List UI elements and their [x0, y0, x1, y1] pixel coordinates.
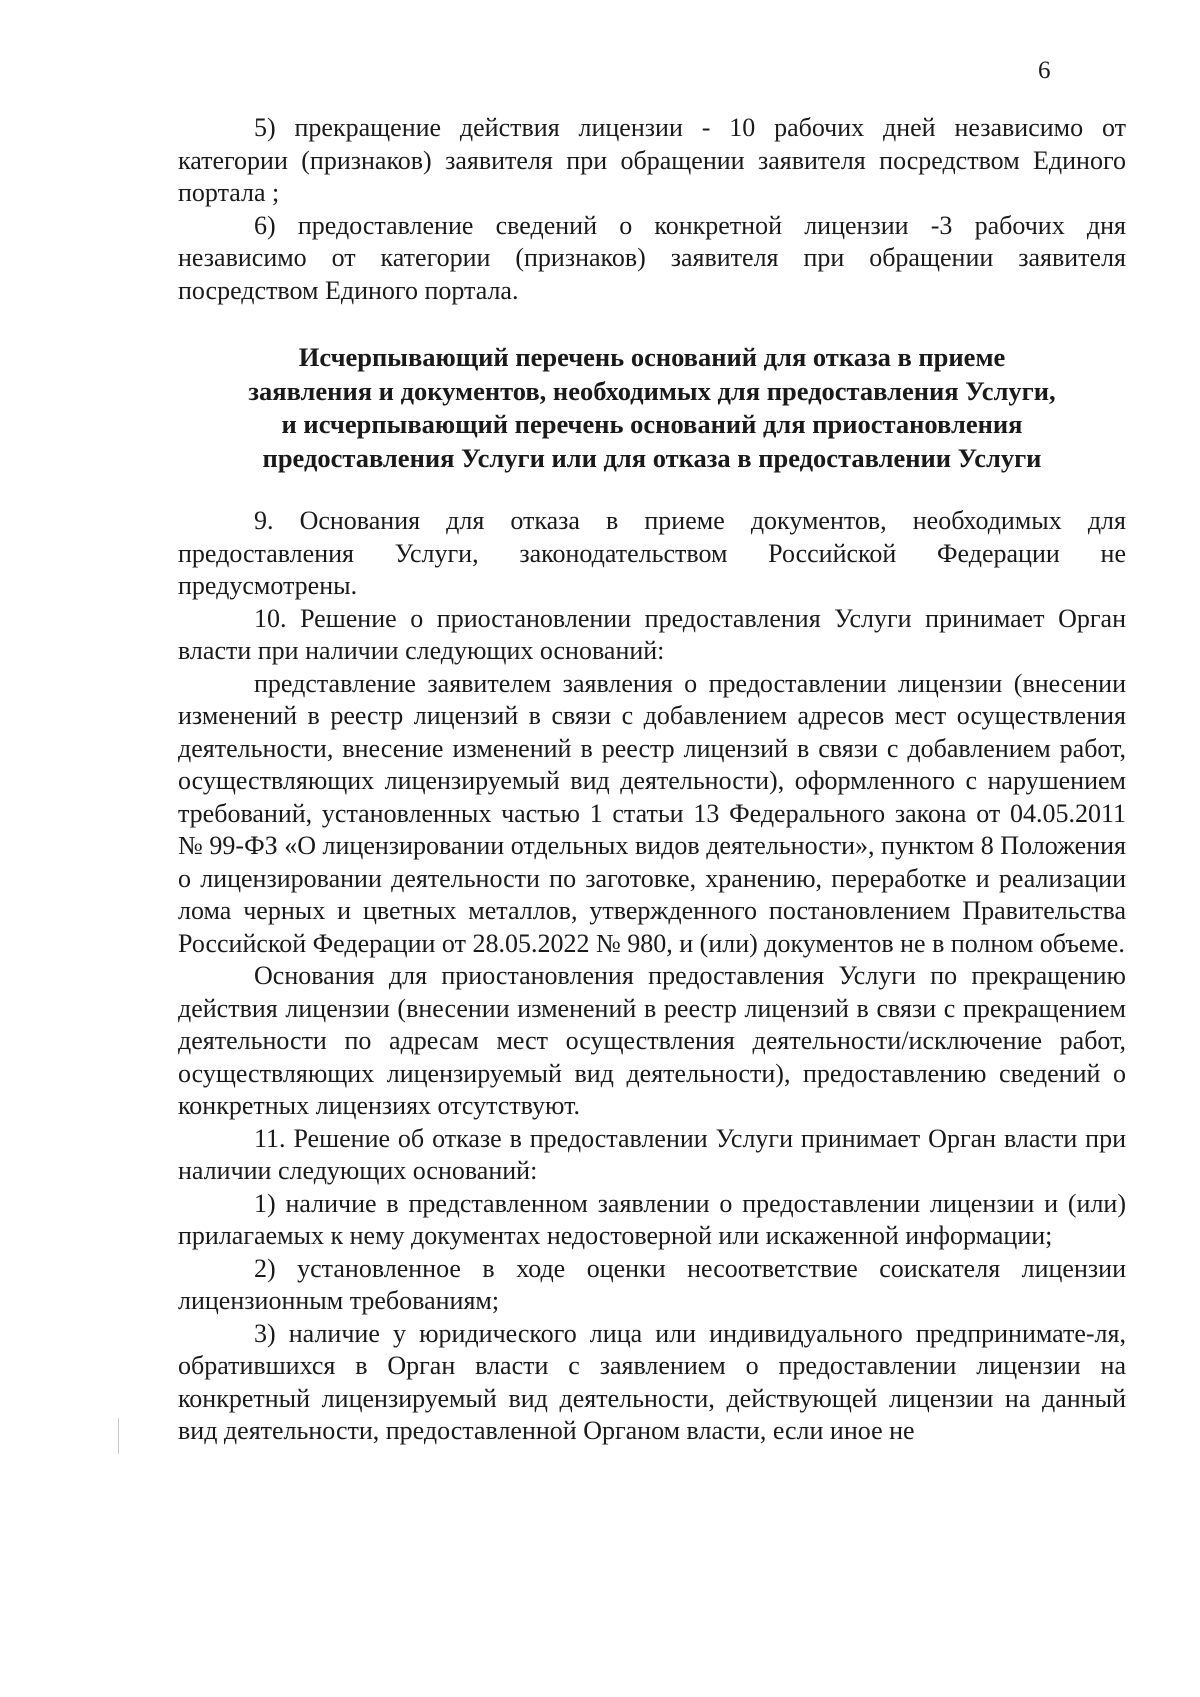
paragraph-10-grounds: представление заявителем заявления о предоставлении лицензии (внесении изменений в реестр лицензий в связи с добавлением адресов мест осуществления деятельности, внесение изменений в реестр лицензий в связи с добавлением работ, осуществляющих лицензируемый вид деятельности), оформленного с нарушением требований, установленных частью 1 статьи 13 Федерального закона от 04.05.2011 № 99-ФЗ «О лицензировании отдельных видов деятельности», пунктом 8 Положения о лицензировании деятельности по заготовке, хранению, переработке и реализации лома черных и цветных металлов, утвержденного постановлением Правительства Российской Федерации от 28.05.2022 № 980, и (или) документов не в полном объеме.	[178, 668, 1126, 958]
paragraph-11-item-2: 2) установленное в ходе оценки несоответствие соискателя лицензии лицензионным требованиям;	[178, 1253, 1126, 1315]
page-number: 6	[1038, 57, 1051, 84]
list-item-5: 5) прекращение действия лицензии - 10 рабочих дней независимо от категории (признаков) заявителя при обращении заявителя посредством Единого портала ;	[178, 113, 1126, 207]
section-heading: Исчерпывающий перечень оснований для отказа в приеме заявления и документов, необходимых для предоставления Услуги, и исчерпывающий перечень оснований для приостановления предоставления Услуги или для отказа в предоставлении Услуги	[248, 342, 1056, 473]
paragraph-9: 9. Основания для отказа в приеме документов, необходимых для предоставления Услуги, законодательством Российской Федерации не предусмотрены.	[178, 506, 1126, 600]
paragraph-11-item-1: 1) наличие в представленном заявлении о предоставлении лицензии и (или) прилагаемых к нему документах недостоверной или искаженной информации;	[178, 1188, 1126, 1250]
page-content	[178, 112, 1126, 1448]
paragraph-11: 11. Решение об отказе в предоставлении Услуги принимает Орган власти при наличии следующих оснований:	[178, 1123, 1126, 1185]
paragraph-10: 10. Решение о приостановлении предоставления Услуги принимает Орган власти при наличии следующих оснований:	[178, 603, 1126, 665]
margin-mark	[118, 1418, 119, 1454]
paragraph-11-item-3: 3) наличие у юридического лица или индивидуального предпринимате-ля, обратившихся в Орган власти с заявлением о предоставлении лицензии на конкретный лицензируемый вид деятельности, действующей лицензии на данный вид деятельности, предоставленной Органом власти, если иное не	[178, 1318, 1126, 1445]
paragraph-10-no-grounds: Основания для приостановления предоставления Услуги по прекращению действия лицензии (внесении изменений в реестр лицензий в связи с прекращением деятельности по адресам мест осуществления деятельности/исключение работ, осуществляющих лицензируемый вид деятельности), предоставлению сведений о конкретных лицензиях отсутствуют.	[178, 961, 1126, 1120]
list-item-6: 6) предоставление сведений о конкретной лицензии -3 рабочих дня независимо от категории (признаков) заявителя при обращении заявителя посредством Единого портала.	[178, 210, 1126, 305]
